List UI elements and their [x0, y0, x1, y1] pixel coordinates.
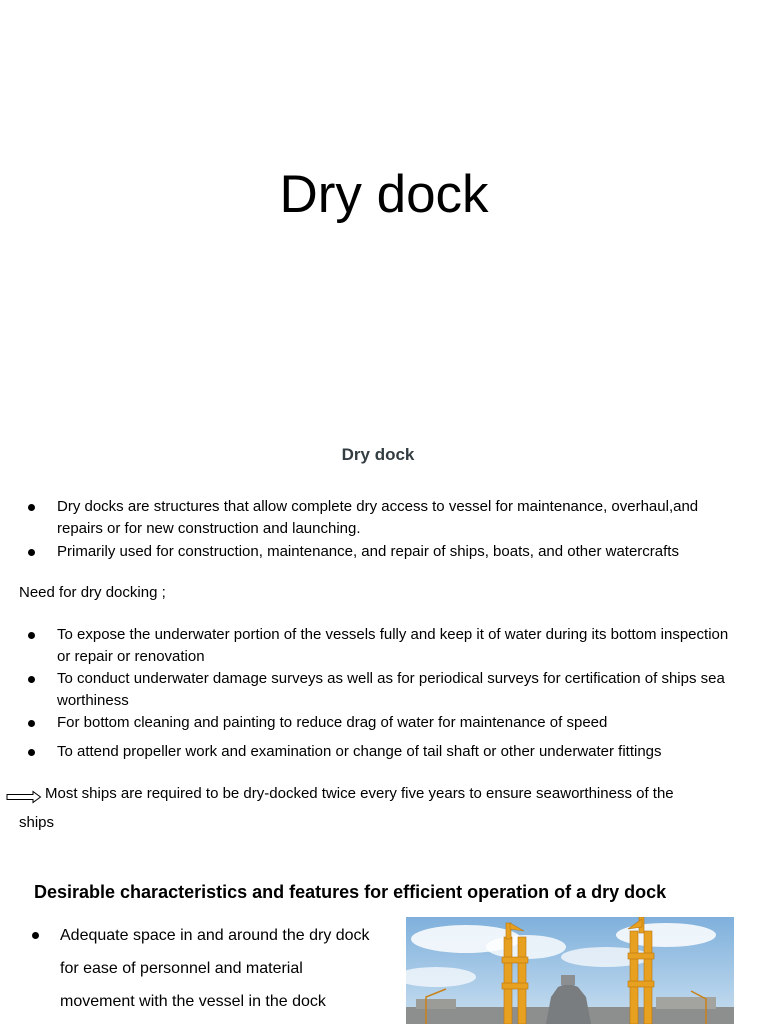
list-item: [57, 668, 744, 712]
list-item: [57, 741, 744, 763]
dry-dock-image: [406, 917, 734, 1024]
bullet-icon: [28, 632, 35, 639]
right-arrow-icon: [6, 790, 42, 804]
bullet-icon: [28, 749, 35, 756]
list-item: [57, 541, 744, 563]
bullet-icon: [28, 676, 35, 683]
list-item-text: For bottom cleaning and painting to reduce drag of water for maintenance of speed: [57, 714, 608, 731]
list-item-text: To expose the underwater portion of the vessels fully and keep it of water during its bottom inspection or repair or renovation: [57, 626, 729, 665]
list-item-text: Dry docks are structures that allow complete dry access to vessel for maintenance, overhaul,and repairs or for new construction and launching.: [57, 498, 699, 537]
section-heading: Dry dock: [341, 445, 415, 464]
arrow-note-text-line1: Most ships are required to be dry-docked twice every five years to ensure seaworthiness of the: [45, 785, 674, 802]
list-item-text: To attend propeller work and examination or change of tail shaft or other underwater fittings: [57, 743, 662, 760]
list-item: [57, 712, 744, 734]
list-item-text: Primarily used for construction, maintenance, and repair of ships, boats, and other watercrafts: [57, 543, 679, 560]
dry-dock-photo: [406, 917, 734, 1024]
arrow-note-text-line2: ships: [19, 814, 55, 831]
list-item-text: To conduct underwater damage surveys as well as for periodical surveys for certification of ships sea worthiness: [57, 670, 725, 709]
need-label: Need for dry docking ;: [19, 584, 166, 601]
bullet-icon: [28, 504, 35, 511]
bullet-icon: [28, 720, 35, 727]
features-heading: Desirable characteristics and features for efficient operation of a dry dock: [34, 882, 667, 902]
list-item: [60, 919, 380, 1018]
list-item: [57, 624, 744, 668]
list-item-text: Adequate space in and around the dry dock for ease of personnel and material movement with the vessel in the dock: [60, 927, 370, 1010]
list-item: [57, 496, 744, 540]
bullet-icon: [32, 932, 39, 939]
bullet-icon: [28, 549, 35, 556]
page-title: Dry dock: [279, 165, 489, 224]
